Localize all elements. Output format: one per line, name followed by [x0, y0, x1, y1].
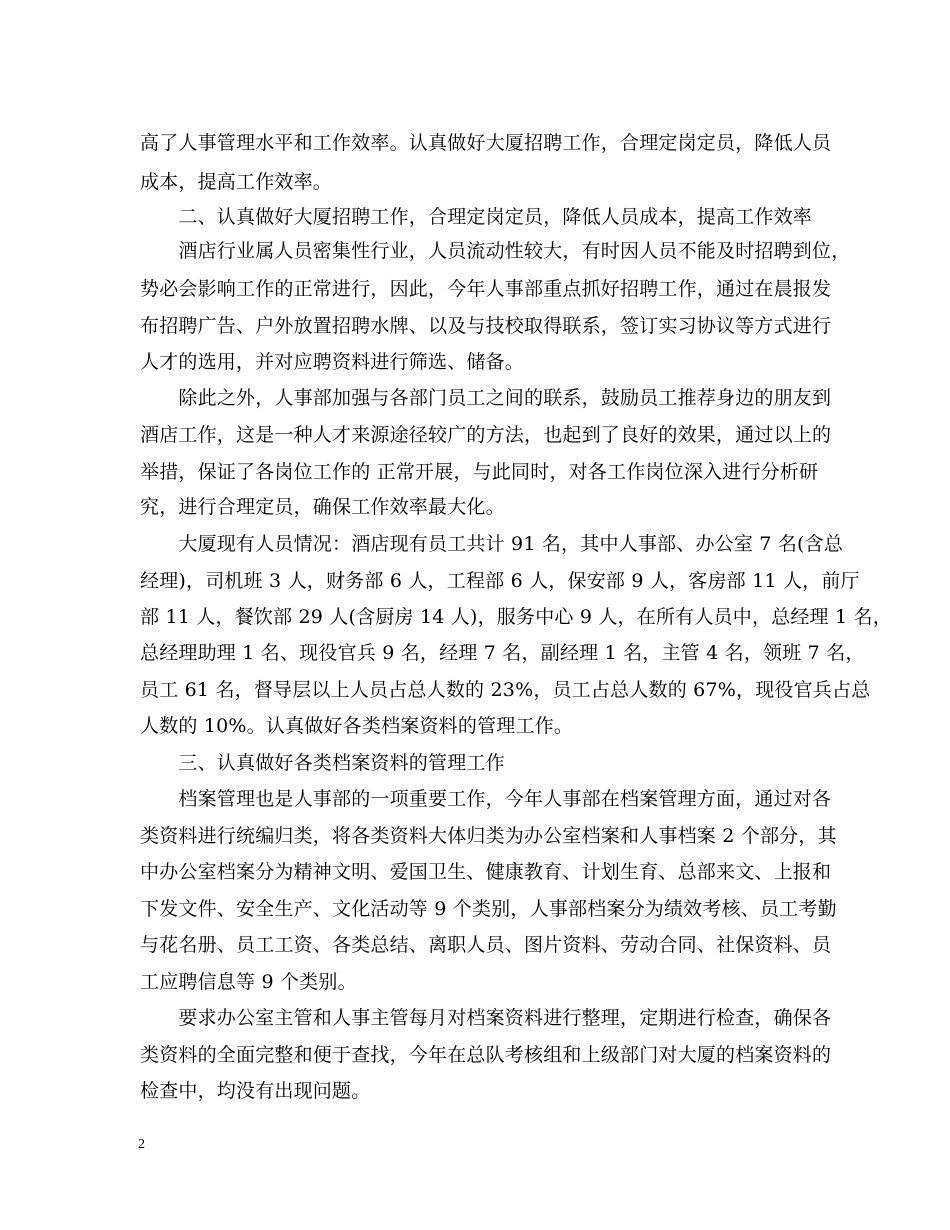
body-text-line: 高了人事管理水平和工作效率。认真做好大厦招聘工作，合理定岗定员，降低人员: [140, 132, 832, 154]
body-text-line: 酒店工作，这是一种人才来源途径较广的方法，也起到了良好的效果，通过以上的: [140, 424, 832, 446]
body-text-line: 类资料进行统编归类，将各类资料大体归类为办公室档案和人事档案 2 个部分，其: [140, 825, 837, 847]
body-text-line: 举措，保证了各岗位工作的 正常开展，与此同时，对各工作岗位深入进行分析研: [140, 461, 819, 483]
page-number: 2: [138, 1137, 145, 1152]
body-text-line: 中办公室档案分为精神文明、爱国卫生、健康教育、计划生育、总部来文、上报和: [140, 861, 832, 883]
body-text-line: 工应聘信息等 9 个类别。: [140, 971, 357, 993]
section-heading: 二、认真做好大厦招聘工作，合理定岗定员，降低人员成本，提高工作效率: [140, 206, 813, 228]
body-text-line: 势必会影响工作的正常进行，因此，今年人事部重点抓好招聘工作，通过在晨报发: [140, 278, 832, 300]
body-text-line: 总经理助理 1 名、现役官兵 9 名，经理 7 名，副经理 1 名，主管 4 名，领班 7 名，: [140, 642, 865, 664]
body-text-line: 人才的选用，并对应聘资料进行筛选、储备。: [140, 351, 525, 373]
body-text-line: 要求办公室主管和人事主管每月对档案资料进行整理，定期进行检查，确保各: [140, 1007, 832, 1029]
body-text-line: 类资料的全面完整和便于查找，今年在总队考核组和上级部门对大厦的档案资料的: [140, 1044, 832, 1066]
body-text-line: 布招聘广告、户外放置招聘水牌、以及与技校取得联系，签订实习协议等方式进行: [140, 315, 832, 337]
body-text-line: 与花名册、员工工资、各类总结、离职人员、图片资料、劳动合同、社保资料、员: [140, 934, 832, 956]
body-text-line: 部 11 人，餐饮部 29 人(含厨房 14 人)，服务中心 9 人，在所有人员中，总经理 1 名，: [140, 606, 892, 628]
body-text-line: 大厦现有人员情况：酒店现有员工共计 91 名，其中人事部、办公室 7 名(含总: [140, 533, 844, 555]
body-text-line: 人数的 10%。认真做好各类档案资料的管理工作。: [140, 715, 574, 737]
body-text-line: 员工 61 名，督导层以上人员占总人数的 23%，员工占总人数的 67%，现役官兵占总: [140, 679, 871, 701]
body-text-line: 档案管理也是人事部的一项重要工作，今年人事部在档案管理方面，通过对各: [140, 788, 832, 810]
body-text-line: 成本，提高工作效率。: [140, 171, 333, 193]
body-text-line: 除此之外，人事部加强与各部门员工之间的联系，鼓励员工推荐身边的朋友到: [140, 387, 832, 409]
body-text-line: 下发文件、安全生产、文化活动等 9 个类别，人事部档案分为绩效考核、员工考勤: [140, 898, 837, 920]
body-text-line: 检查中，均没有出现问题。: [140, 1080, 371, 1102]
body-text-line: 酒店行业属人员密集性行业，人员流动性较大，有时因人员不能及时招聘到位，: [140, 240, 851, 262]
body-text-line: 经理)，司机班 3 人，财务部 6 人，工程部 6 人，保安部 9 人，客房部 11 人，前厅: [140, 570, 860, 592]
section-heading: 三、认真做好各类档案资料的管理工作: [140, 752, 505, 774]
body-text-line: 究，进行合理定员，确保工作效率最大化。: [140, 496, 505, 518]
